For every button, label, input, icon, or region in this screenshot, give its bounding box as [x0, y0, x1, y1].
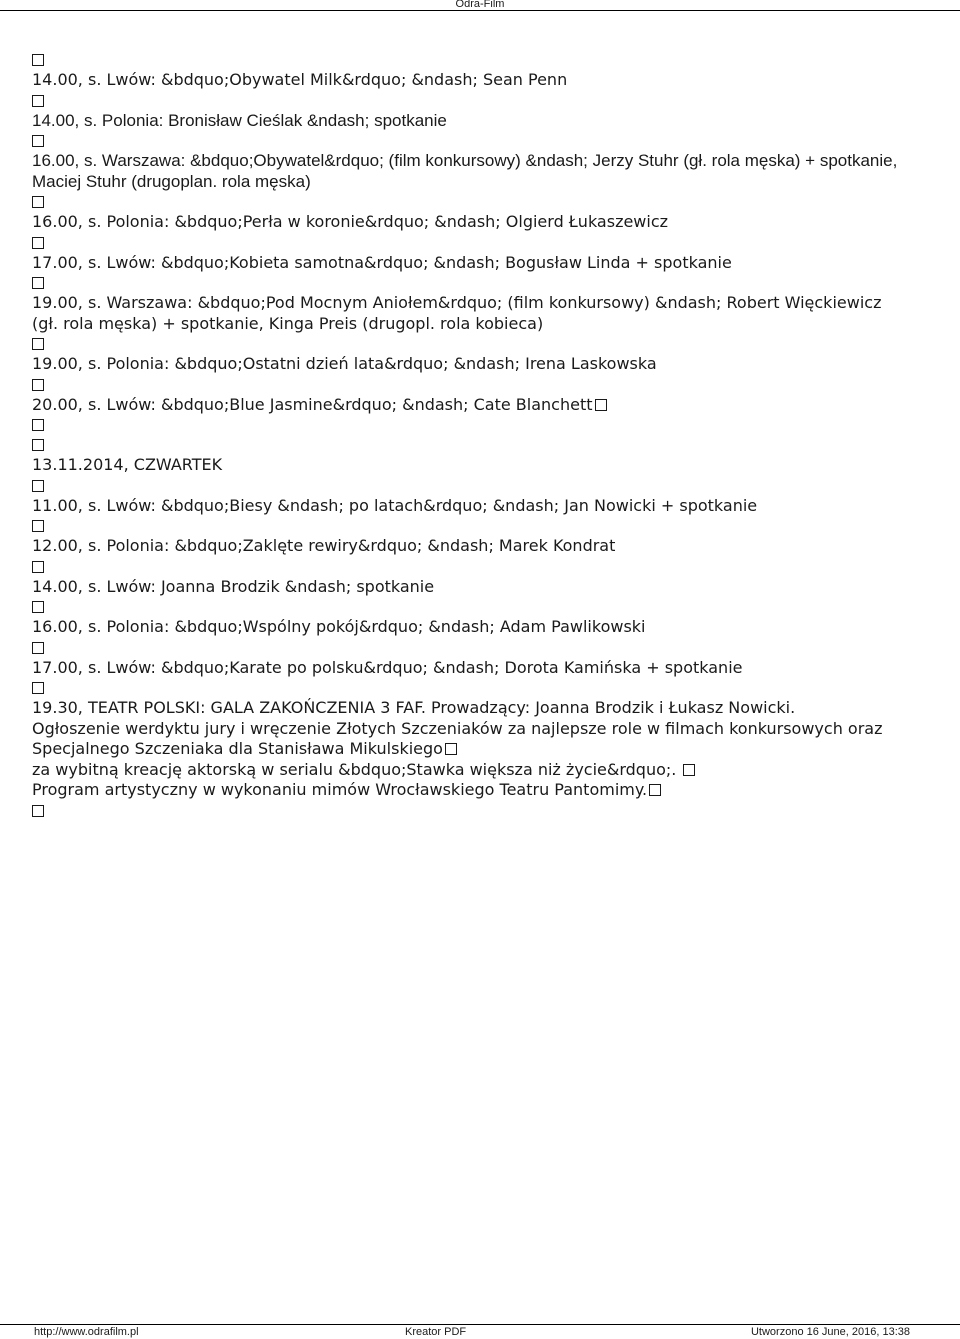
missing-glyph-box-icon [32, 196, 44, 208]
missing-glyph-box-icon [683, 764, 695, 776]
placeholder-box-line [32, 334, 912, 354]
page-header-title: Odra-Film [455, 0, 505, 10]
placeholder-box-line [32, 50, 912, 70]
missing-glyph-box-icon [445, 743, 457, 755]
schedule-entry: 16.00, s. Warszawa: &bdquo;Obywatel&rdquo; (film konkursowy) &ndash; Jerzy Stuhr (gł. rola męska) + spotkanie, Maciej Stuhr (drugoplan. rola męska) [32, 151, 898, 191]
missing-glyph-box-icon [32, 682, 44, 694]
missing-glyph-box-icon [595, 399, 607, 411]
missing-glyph-box-icon [32, 561, 44, 573]
gala-program-with-box [32, 780, 912, 801]
missing-glyph-box-icon [32, 338, 44, 350]
schedule-entry: 17.00, s. Lwów: &bdquo;Karate po polsku&rdquo; &ndash; Dorota Kamińska + spotkanie [32, 657, 743, 677]
placeholder-box-line [32, 557, 912, 577]
page-header [0, 0, 960, 11]
placeholder-box-line [32, 435, 912, 455]
missing-glyph-box-icon [32, 135, 44, 147]
footer-url: http://www.odrafilm.pl [34, 1326, 139, 1338]
footer-generator: Kreator PDF [405, 1326, 467, 1338]
placeholder-box-line [32, 678, 912, 698]
document-content [32, 50, 912, 821]
missing-glyph-box-icon [32, 237, 44, 249]
placeholder-box-line [32, 375, 912, 395]
placeholder-box-line [32, 597, 912, 617]
placeholder-box-line [32, 233, 912, 253]
placeholder-box-line [32, 415, 912, 435]
missing-glyph-box-icon [32, 379, 44, 391]
schedule-entry: 12.00, s. Polonia: &bdquo;Zaklęte rewiry&rdquo; &ndash; Marek Kondrat [32, 536, 616, 555]
schedule-entry: 14.00, s. Polonia: Bronisław Cieślak &ndash; spotkanie [32, 110, 447, 130]
schedule-entry: 14.00, s. Lwów: &bdquo;Obywatel Milk&rdquo; &ndash; Sean Penn [32, 70, 568, 89]
placeholder-box-line [32, 192, 912, 212]
placeholder-box-line [32, 476, 912, 496]
schedule-entry: 19.00, s. Polonia: &bdquo;Ostatni dzień lata&rdquo; &ndash; Irena Laskowska [32, 354, 657, 373]
day-heading: 13.11.2014, CZWARTEK [32, 455, 223, 474]
missing-glyph-box-icon [32, 642, 44, 654]
page-footer [0, 1324, 960, 1339]
missing-glyph-box-icon [32, 520, 44, 532]
missing-glyph-box-icon [649, 784, 661, 796]
gala-award-with-box [32, 760, 912, 781]
missing-glyph-box-icon [32, 419, 44, 431]
missing-glyph-box-icon [32, 277, 44, 289]
schedule-entry: 17.00, s. Lwów: &bdquo;Kobieta samotna&rdquo; &ndash; Bogusław Linda + spotkanie [32, 252, 732, 272]
missing-glyph-box-icon [32, 54, 44, 66]
missing-glyph-box-icon [32, 805, 44, 817]
placeholder-box-line [32, 131, 912, 151]
footer-created: Utworzono 16 June, 2016, 13:38 [750, 1326, 910, 1338]
missing-glyph-box-icon [32, 480, 44, 492]
gala-program-text: Program artystyczny w wykonaniu mimów Wrocławskiego Teatru Pantomimy. [32, 780, 648, 799]
gala-description-text: Ogłoszenie werdyktu jury i wręczenie Złotych Szczeniaków za najlepsze role w filmach konkursowych oraz Specjalnego Szczeniaka dla Stanisława Mikulskiego [32, 718, 883, 758]
gala-entry: 19.30, TEATR POLSKI: GALA ZAKOŃCZENIA 3 FAF. Prowadzący: Joanna Brodzik i Łukasz Nowicki. [32, 698, 796, 717]
schedule-entry: 14.00, s. Lwów: Joanna Brodzik &ndash; spotkanie [32, 576, 435, 596]
gala-award-text: za wybitną kreację aktorską w serialu &bdquo;Stawka większa niż życie&rdquo;. [32, 759, 677, 779]
missing-glyph-box-icon [32, 439, 44, 451]
placeholder-box-line [32, 638, 912, 658]
schedule-entry-with-box [32, 395, 912, 416]
placeholder-box-line [32, 273, 912, 293]
missing-glyph-box-icon [32, 601, 44, 613]
placeholder-box-line [32, 516, 912, 536]
schedule-entry: 11.00, s. Lwów: &bdquo;Biesy &ndash; po latach&rdquo; &ndash; Jan Nowicki + spotkanie [32, 495, 758, 515]
schedule-entry: 16.00, s. Polonia: &bdquo;Wspólny pokój&rdquo; &ndash; Adam Pawlikowski [32, 617, 646, 636]
missing-glyph-box-icon [32, 95, 44, 107]
gala-description-with-box [32, 719, 912, 760]
placeholder-box-line [32, 91, 912, 111]
placeholder-box-line [32, 801, 912, 821]
schedule-entry: 16.00, s. Polonia: &bdquo;Perła w koronie&rdquo; &ndash; Olgierd Łukaszewicz [32, 212, 669, 231]
schedule-entry-text: 20.00, s. Lwów: &bdquo;Blue Jasmine&rdquo; &ndash; Cate Blanchett [32, 394, 593, 414]
schedule-entry: 19.00, s. Warszawa: &bdquo;Pod Mocnym Aniołem&rdquo; (film konkursowy) &ndash; Robert Więckiewicz (gł. rola męska) + spotkanie, Kinga Preis (drugopl. rola kobieca) [32, 293, 882, 333]
